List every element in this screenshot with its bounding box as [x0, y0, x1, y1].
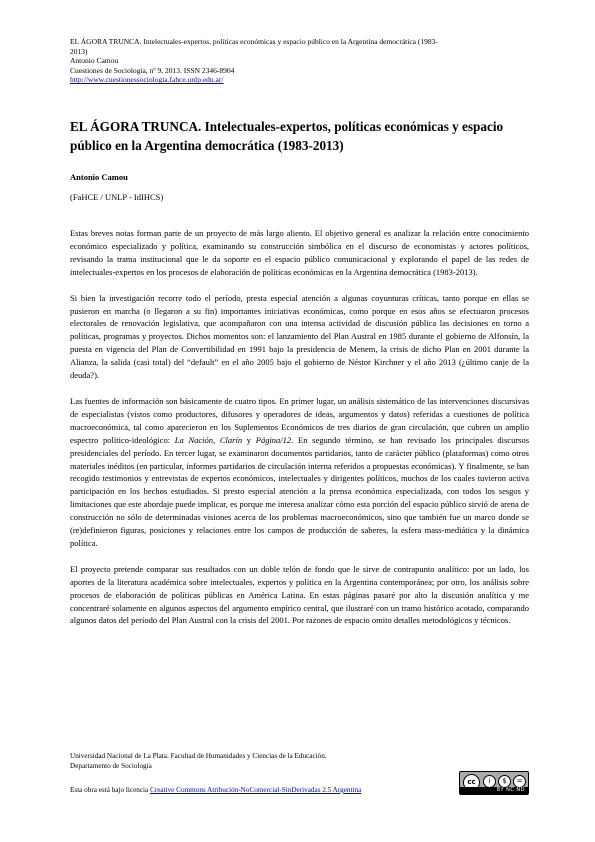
newspaper-clarin: Clarín	[219, 434, 243, 445]
paragraph-2: Si bien la investigación recorre todo el período, presta especial atención a algunas coyunturas críticas, tanto porque en ellas se pusieron en marcha (o llegaron a su fin) importantes iniciativas económicas, como porque en esos años se efectuaron procesos electorales de renovación legislativa, que acompañaron con una intensa actividad de discusión pública las decisiones en torno a políticas, programas y proyectos. Dichos momentos son: el lanzamiento del Plan Austral en 1985 durante el gobierno de Alfonsín, la puesta en vigencia del Plan de Convertibilidad en 1991 bajo la presidencia de Menem, la crisis de dicho Plan en 2001 durante la Alianza, la salida (casi total) del “default” en el año 2005 bajo el gobierno de Néstor Kirchner y el año 2013 (¿último canje de la deuda?).	[70, 292, 529, 381]
header-journal-link[interactable]: http://www.cuestionessociologia.fahce.unlp.edu.ar/	[70, 75, 224, 85]
paragraph-3-sep2: y	[242, 434, 256, 445]
license-prefix: Esta obra está bajo licencia	[70, 786, 151, 794]
paragraph-3	[70, 395, 529, 550]
noderivatives-icon: =	[513, 775, 526, 788]
page-footer	[70, 752, 450, 772]
paragraph-1: Estas breves notas forman parte de un proyecto de más largo aliento. El objetivo general es analizar la relación entre conocimiento económico especializado y política, examinando su construcción simbólica en el discurso de economistas y actores políticos, revisando la trama institucional que le da soporte en el espacio público comunicacional y explorando el papel de las redes de intelectuales-expertos en los procesos de elaboración de políticas económicas en la Argentina democrática (1983-2013).	[70, 228, 529, 277]
cc-badge-strip: BY NC ND	[460, 787, 528, 794]
header-author: Antonio Camou	[70, 56, 119, 66]
newspaper-la-nacion: La Nación	[174, 434, 214, 445]
paragraph-3-sep1: ,	[213, 434, 220, 445]
article-body	[70, 227, 529, 627]
article-author: Antonio Camou	[70, 172, 128, 182]
header-journal: Cuestiones de Sociología, nº 9, 2013. ISSN 2346-8904	[70, 65, 235, 75]
license-link[interactable]: Creative Commons Atribución-NoComercial-SinDerivadas 2.5 Argentina	[150, 786, 362, 794]
attribution-icon: i	[483, 775, 496, 788]
running-header	[70, 37, 530, 85]
creative-commons-badge[interactable]	[459, 771, 529, 795]
footer-institution: Universidad Nacional de La Plata. Facultad de Humanidades y Ciencias de la Educación.	[70, 752, 327, 760]
header-title-line1: EL ÁGORA TRUNCA. Intelectuales-expertos, políticas económicas y espacio público en la Argentina democrática (1983-	[70, 37, 438, 46]
cc-icon: cc	[463, 774, 480, 791]
article-title: EL ÁGORA TRUNCA. Intelectuales-expertos, políticas económicas y espacio público en la Argentina democrática (1983-2013)	[70, 119, 504, 153]
header-title-line2: 2013)	[70, 46, 88, 56]
paragraph-4: El proyecto pretende comparar sus resultados con un doble telón de fondo que le sirve de contrapunto analítico: por un lado, los aportes de la literatura académica sobre intelectuales, expertos y política en la Argentina contemporánea; por otro, los análisis sobre procesos de elaboración de políticas públicas en América Latina. En estas páginas pasaré por alto la discusión analítica y me concentraré solamente en algunos aspectos del argumento empírico central, que ilustraré con un tramo histórico acotado, comparando algunos datos del período del Plan Austral con la crisis del 2001. Por razones de espacio omito detalles metodológicos y técnicos.	[70, 563, 529, 626]
noncommercial-icon: $	[498, 775, 511, 788]
footer-department: Departamento de Sociología	[70, 761, 152, 770]
paragraph-3-part-b: . En segundo término, se han revisado los principales discursos presidenciales del período. En tercer lugar, se examinaron documentos partidarios, tanto de carácter público (plataformas) como otros materiales inéditos (en particular, informes partidarios de circulación interna referidos a propuestas económicas). Y finalmente, se han recogido testimonios y entrevistas de expertos económicos, intelectuales y dirigentes políticos, muchos de los cuales tuvieron activa participación en los hechos estudiados. Si presto especial atención a la prensa económica especializada, con todos los sesgos y limitaciones que este abordaje puede implicar, es porque me interesa analizar cómo esta porción del espacio público sirvió de arena de construcción no sólo de determinadas visiones acerca de los problemas macroeconómicos, sino que también fue un marco donde se (re)definieron figuras, posiciones y relaciones entre los campos de producción de saberes, la esfera mass-mediática y la dinámica política.	[70, 434, 530, 548]
author-affiliation: (FaHCE / UNLP - IdIHCS)	[70, 192, 164, 202]
newspaper-pagina-12: Página/12	[255, 434, 292, 445]
license-notice	[70, 786, 450, 796]
paragraph-3-part-a: Las fuentes de información son básicamente de cuatro tipos. En primer lugar, un análisis sistemático de las intervenciones discursivas de especialistas (vistos como productores, difusores y operadores de ideas, argumentos y datos) referidas a cuestiones de política macroeconómica, tal como aparecieron en los Suplementos Económicos de tres diarios de gran circulación, que cubren un amplio espectro político-ideológico:	[70, 395, 529, 445]
